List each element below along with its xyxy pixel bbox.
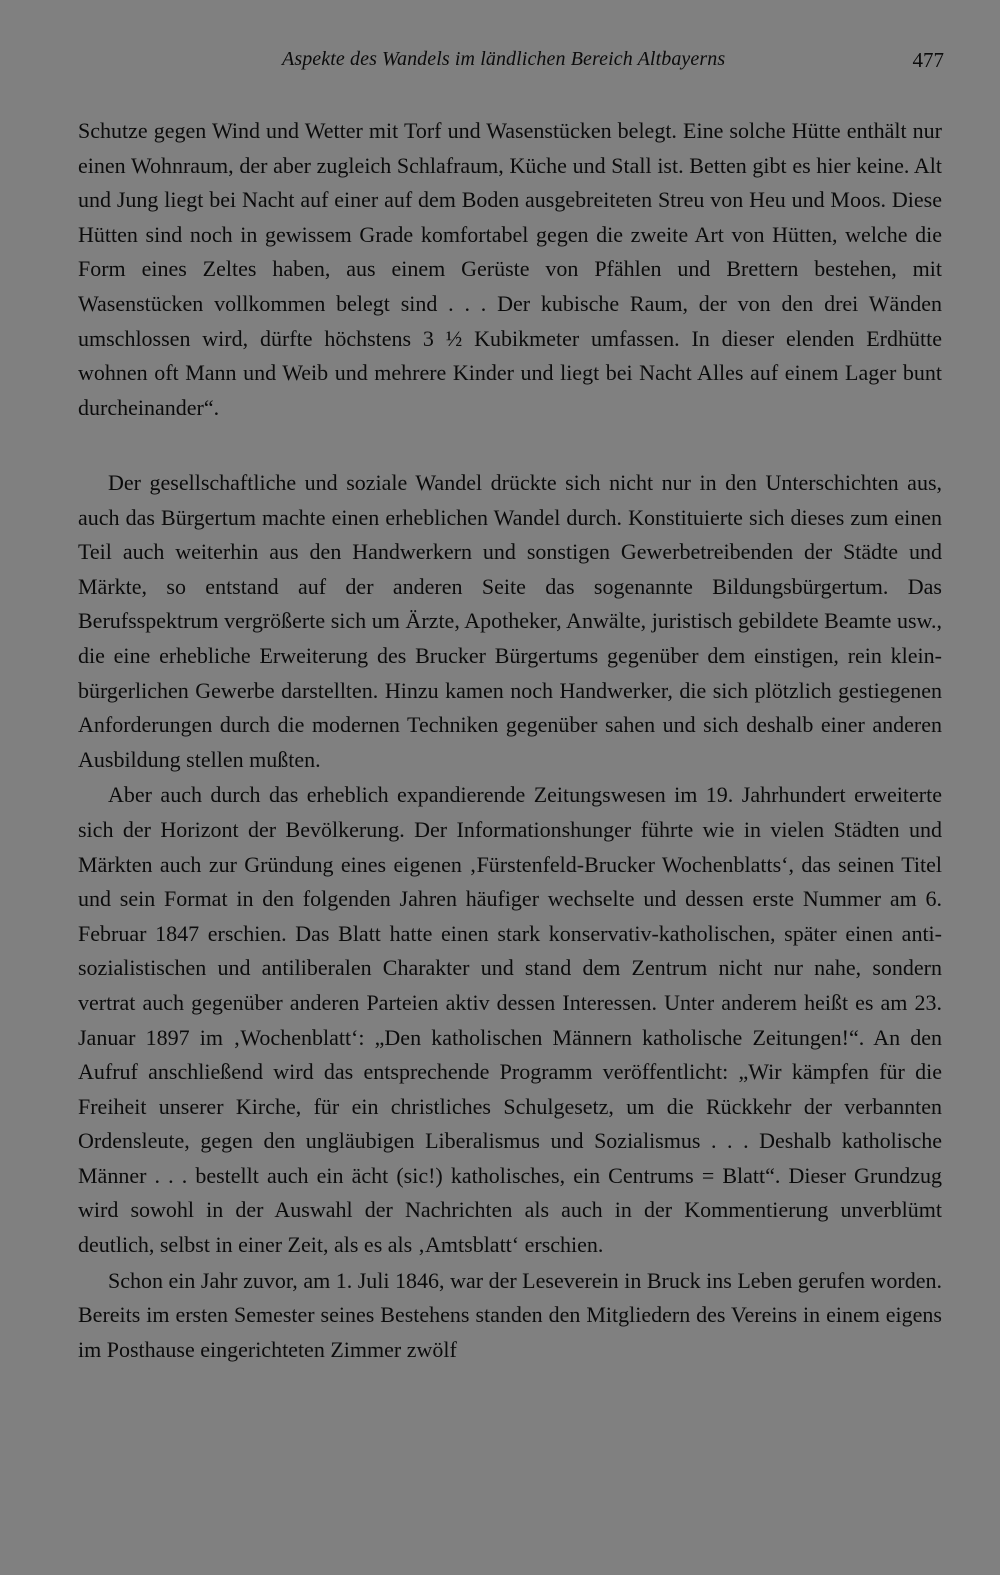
continuation-block [78, 114, 942, 425]
running-header [78, 48, 944, 78]
paragraph-civil-society: Der gesellschaftliche und soziale Wandel drückte sich nicht nur in den Unterschichten aus, auch das Bürgertum machte einen erheblichen Wandel durch. Konstituierte sich dieses zum einen Teil auch weiterhin aus den Handwerkern und sonstigen Gewerbetreibenden der Städte und Märkte, so entstand auf der anderen Seite das sogenannte Bildungsbürgertum. Das Berufsspektrum vergrößerte sich um Ärzte, Apotheker, Anwälte, juristisch gebildete Beamte usw., die eine erhebliche Erweiterung des Brucker Bürgertums gegenüber dem einstigen, rein kleinbürgerlichen Gewerbe darstellten. Hinzu kamen noch Handwerker, die sich plötzlich gestiegenen Anforderungen durch die modernen Techniken gegenüber sahen und sich deshalb einer anderen Ausbildung stellen mußten. [78, 470, 942, 772]
running-title: Aspekte des Wandels im ländlichen Bereich Altbayerns [282, 48, 726, 70]
paragraph-newspaper: Aber auch durch das erheblich expandierende Zeitungswesen im 19. Jahrhundert erweiterte sich der Horizont der Bevölkerung. Der Informationshunger führte wie in vielen Städten und Märkten auch zur Gründung eines eigenen ‚Fürstenfeld-Brucker Wochenblatts‘, das seinen Titel und sein Format in den folgenden Jahren häufiger wechselte und dessen erste Nummer am 6. Februar 1847 erschien. Das Blatt hatte einen stark konservativ-katholischen, später einen antisozialistischen und antiliberalen Charakter und stand dem Zentrum nicht nur nahe, sondern vertrat auch gegenüber anderen Parteien aktiv dessen Interessen. Unter anderem heißt es am 23. Januar 1897 im ‚Wochenblatt‘: „Den katholischen Männern katholische Zeitungen!“. An den Aufruf anschließend wird das entsprechende Programm veröffentlicht: „Wir kämpfen für die Freiheit unserer Kirche, für ein christliches Schulgesetz, um die Rückkehr der verbannten Ordensleute, gegen den ungläubigen Liberalismus und Sozialismus . . . Deshalb katholische Männer . . . bestellt auch ein ächt (sic!) katholisches, ein Centrums = Blatt“. Dieser Grundzug wird sowohl in der Auswahl der Nachrichten als auch in der Kommentierung unverblümt deutlich, selbst in einer Zeit, als es als ‚Amtsblatt‘ erschien. [78, 782, 942, 1258]
paragraph-reading-club: Schon ein Jahr zuvor, am 1. Juli 1846, war der Leseverein in Bruck ins Leben gerufen worden. Bereits im ersten Semester seines Bestehens standen den Mitgliedern des Vereins in einem eigens im Posthause eingerichteten Zimmer zwölf [78, 1267, 942, 1362]
main-text-block [78, 466, 942, 1367]
continuation-paragraph: Schutze gegen Wind und Wetter mit Torf und Wasenstücken belegt. Eine solche Hütte enthält nur einen Wohnraum, der aber zugleich Schlafraum, Küche und Stall ist. Betten gibt es hier keine. Alt und Jung liegt bei Nacht auf einer auf dem Boden ausgebreiteten Streu von Heu und Moos. Diese Hütten sind noch in gewissem Grade komfortabel gegen die zweite Art von Hütten, welche die Form eines Zeltes haben, aus einem Gerüste von Pfählen und Brettern bestehen, mit Wasenstücken vollkommen belegt sind . . . Der kubische Raum, der von den drei Wänden umschlossen wird, dürfte höchstens 3 ½ Kubikmeter umfassen. In dieser elenden Erdhütte wohnen oft Mann und Weib und mehrere Kinder und liegt bei Nacht Alles auf einem Lager bunt durcheinander“. [78, 118, 942, 420]
page-number: 477 [912, 48, 944, 72]
